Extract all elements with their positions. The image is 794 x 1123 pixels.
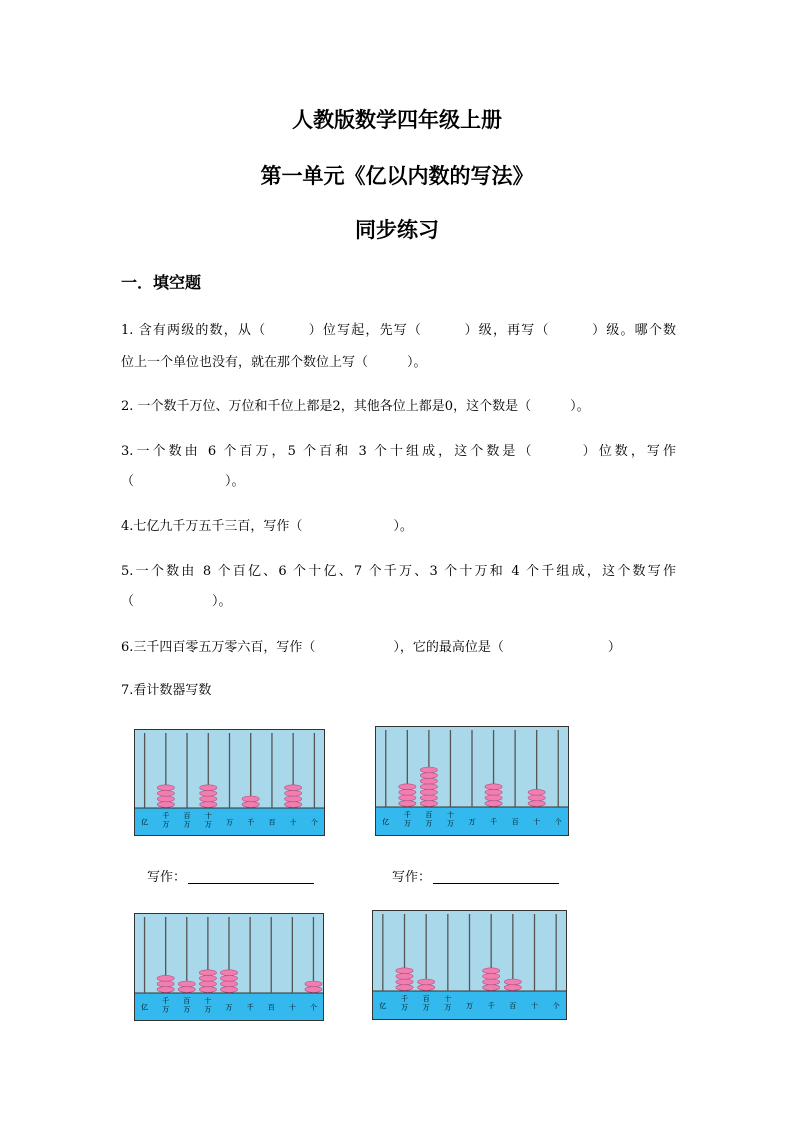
abacus-place-label: 千: [246, 1003, 254, 1012]
abacus-place-label: 万: [226, 818, 233, 827]
abacus-place-label: 亿: [379, 1002, 387, 1010]
abacus-place-label: 万: [162, 1005, 170, 1014]
abacus-bead: [483, 985, 500, 991]
abacus-bead: [485, 801, 502, 807]
abacus-bead: [399, 795, 416, 801]
abacus-bead: [285, 796, 302, 802]
abacus-bead: [200, 790, 217, 796]
abacus-place-label: 万: [466, 1002, 473, 1010]
abacus-place-label: 万: [204, 820, 212, 829]
abacus-place-label: 十: [533, 818, 541, 826]
abacus-bead: [220, 981, 237, 987]
abacus-place-label: 百: [268, 818, 276, 827]
abacus-bead: [178, 981, 195, 987]
abacus-bead: [399, 789, 416, 795]
abacus-place-label: 百: [422, 995, 430, 1003]
abacus-place-label: 十: [444, 995, 452, 1003]
abacus-bead: [285, 802, 302, 808]
abacus-bead: [485, 789, 502, 795]
abacus-bead: [504, 979, 521, 985]
abacus-bead: [200, 785, 217, 791]
abacus-bead: [420, 778, 437, 784]
abacus-bead: [285, 785, 302, 791]
abacus-bead: [420, 784, 437, 790]
question-4: 4.七亿九千万五千三百，写作（ ）。: [121, 519, 413, 534]
abacus-place-label: 万: [204, 1005, 212, 1014]
abacus-bead: [305, 981, 322, 987]
abacus-place-label: 十: [204, 997, 212, 1005]
abacus-bead: [420, 773, 437, 779]
abacus-bead: [420, 801, 437, 807]
abacus-place-label: 百: [425, 811, 433, 819]
abacus-bead: [220, 987, 237, 993]
question-3-line-2: （ ）。: [121, 474, 245, 489]
abacus-bead: [157, 981, 174, 987]
abacus-bead: [483, 973, 500, 979]
abacus-bead: [157, 975, 174, 981]
abacus-place-label: 个: [552, 1002, 560, 1010]
question-3-line-1: 3.一个数由 6 个百万，5 个百和 3 个十组成，这个数是（ ）位数，写作: [121, 444, 676, 459]
abacus-bead: [504, 985, 521, 991]
abacus-bead: [157, 785, 174, 791]
abacus-bead: [157, 796, 174, 802]
abacus-place-label: 十: [289, 818, 297, 827]
abacus-bead: [396, 985, 413, 991]
write-answer-2: [392, 866, 559, 885]
abacus-place-label: 万: [225, 1003, 233, 1012]
abacus-place-label: 个: [309, 1003, 317, 1012]
abacus-bead: [399, 784, 416, 790]
abacus-place-label: 亿: [382, 818, 390, 826]
abacus-place-label: 十: [446, 811, 454, 819]
abacus-bead: [528, 795, 545, 801]
abacus-place-label: 亿: [141, 818, 149, 827]
abacus-bead: [178, 987, 195, 993]
abacus-place-label: 个: [310, 818, 318, 827]
question-1-line-2: 位上一个单位也没有，就在那个数位上写（ ）。: [121, 355, 427, 370]
write-label: 写作：: [147, 870, 187, 885]
abacus-place-label: 百: [183, 997, 191, 1005]
abacus-place-label: 万: [444, 1003, 452, 1012]
abacus-place-label: 百: [511, 818, 519, 826]
title-main: 人教版数学四年级上册: [292, 107, 502, 132]
section-heading-fill-blank: 一．填空题: [121, 273, 202, 292]
write-answer-1: [147, 866, 314, 885]
abacus-bead: [157, 802, 174, 808]
question-5-line-2: （ ）。: [121, 594, 232, 609]
abacus-bead: [199, 970, 216, 976]
abacus-bead: [396, 979, 413, 985]
abacus-place-label: 万: [183, 820, 191, 829]
write-label: 写作：: [392, 870, 432, 885]
abacus-place-label: 千: [162, 812, 170, 820]
abacus-bead: [528, 801, 545, 807]
abacus-bead: [199, 987, 216, 993]
abacus-place-label: 亿: [141, 1003, 149, 1012]
question-2: 2. 一个数千万位、万位和千位上都是2，其他各位上都是0，这个数是（ ）。: [121, 399, 590, 414]
abacus-bead: [483, 968, 500, 974]
abacus-bead: [399, 801, 416, 807]
abacus-place-label: 十: [204, 812, 212, 820]
answer-line[interactable]: [433, 869, 559, 884]
abacus-bead: [200, 796, 217, 802]
question-6: 6.三千四百零五万零六百，写作（ ），它的最高位是（ ）: [121, 640, 621, 655]
abacus-bead: [242, 796, 259, 802]
abacus-place-label: 十: [288, 1003, 296, 1012]
abacus-bead: [420, 767, 437, 773]
abacus-4: [372, 910, 567, 1020]
abacus-place-label: 千: [403, 811, 411, 819]
abacus-place-label: 万: [422, 1003, 430, 1012]
abacus-bead: [199, 981, 216, 987]
abacus-bead: [157, 790, 174, 796]
abacus-bead: [220, 975, 237, 981]
abacus-bead: [420, 795, 437, 801]
abacus-bead: [242, 802, 259, 808]
abacus-place-label: 百: [509, 1002, 517, 1010]
abacus-place-label: 万: [183, 1005, 191, 1014]
abacus-bead: [485, 784, 502, 790]
abacus-2: [375, 726, 569, 836]
abacus-bead: [157, 987, 174, 993]
abacus-place-label: 千: [247, 818, 255, 827]
abacus-3: [134, 913, 324, 1021]
abacus-bead: [396, 968, 413, 974]
abacus-bead: [418, 979, 435, 985]
abacus-place-label: 万: [401, 1003, 408, 1012]
abacus-place-label: 万: [403, 819, 411, 828]
abacus-place-label: 千: [162, 997, 170, 1005]
title-sub: 同步练习: [355, 217, 439, 242]
abacus-place-label: 个: [554, 818, 562, 826]
abacus-bead: [285, 790, 302, 796]
abacus-bead: [483, 979, 500, 985]
question-5-line-1: 5.一个数由 8 个百亿、6 个十亿、7 个千万、3 个十万和 4 个千组成，这个数写作: [121, 564, 676, 579]
abacus-bead: [420, 789, 437, 795]
question-7: 7.看计数器写数: [121, 683, 212, 698]
abacus-place-label: 十: [531, 1002, 538, 1010]
abacus-place-label: 万: [446, 819, 454, 828]
abacus-place-label: 万: [425, 819, 433, 828]
abacus-bead: [199, 975, 216, 981]
abacus-place-label: 千: [401, 995, 408, 1003]
abacus-place-label: 万: [162, 820, 170, 829]
abacus-place-label: 万: [468, 818, 476, 826]
question-1-line-1: 1. 含有两级的数，从（ ）位写起，先写（ ）级，再写（ ）级。哪个数: [121, 323, 676, 338]
abacus-bead: [418, 985, 435, 991]
abacus-bead: [305, 987, 322, 993]
abacus-place-label: 千: [487, 1002, 495, 1010]
abacus-bead: [200, 802, 217, 808]
abacus-place-label: 百: [183, 812, 191, 820]
abacus-bead: [396, 973, 413, 979]
abacus-bead: [220, 970, 237, 976]
abacus-1: [134, 729, 325, 836]
abacus-place-label: 百: [267, 1003, 275, 1012]
abacus-bead: [528, 789, 545, 795]
abacus-place-label: 千: [490, 818, 498, 826]
answer-line[interactable]: [188, 869, 314, 884]
abacus-bead: [485, 795, 502, 801]
title-unit: 第一单元《亿以内数的写法》: [260, 163, 534, 188]
